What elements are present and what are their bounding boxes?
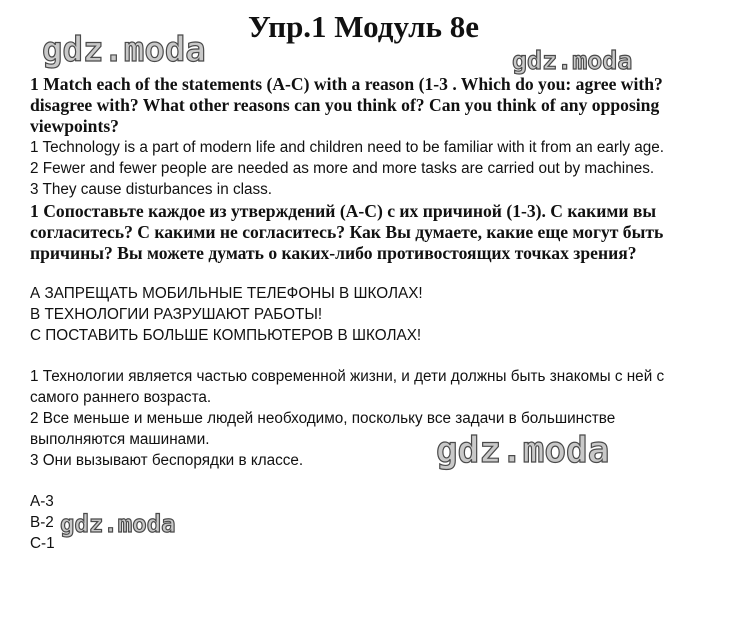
watermark: gdz.moda xyxy=(512,46,633,75)
reason-line: 2 Fewer and fewer people are needed as more and more tasks are carried out by machines. xyxy=(30,160,655,177)
instruction-line: viewpoints? xyxy=(30,116,119,136)
instruction-line: 1 Match each of the statements (A-C) with a reason (1-3 . Which do you: agree with? xyxy=(30,74,663,94)
answer-line: В-2 xyxy=(30,514,54,531)
english-instruction xyxy=(30,74,735,137)
reason-line: 1 Технологии является частью современной жизни, и дети должны быть знакомы с ней с xyxy=(30,368,665,385)
statement-line: С ПОСТАВИТЬ БОЛЬШЕ КОМПЬЮТЕРОВ В ШКОЛАХ! xyxy=(30,327,422,344)
statement-line: В ТЕХНОЛОГИИ РАЗРУШАЮТ РАБОТЫ! xyxy=(30,306,323,323)
page-title: Упр.1 Модуль 8е xyxy=(248,9,479,44)
instruction-line: 1 Сопоставьте каждое из утверждений (А-С) с их причиной (1-3). С какими вы xyxy=(30,201,657,221)
answer-line: А-3 xyxy=(30,493,54,510)
watermark: gdz.moda xyxy=(42,30,206,70)
reason-line: самого раннего возраста. xyxy=(30,389,212,406)
russian-instruction xyxy=(30,201,735,264)
instruction-line: причины? Вы можете думать о каких-либо противостоящих точках зрения? xyxy=(30,243,637,263)
reason-line: 3 They cause disturbances in class. xyxy=(30,181,273,198)
watermark: gdz.moda xyxy=(436,430,610,471)
instruction-line: disagree with? What other reasons can you think of? Can you think of any opposing xyxy=(30,95,660,115)
reason-line: выполняются машинами. xyxy=(30,431,210,448)
answer-line: С-1 xyxy=(30,535,55,552)
statements-list xyxy=(30,283,735,346)
watermark: gdz.moda xyxy=(60,510,176,538)
instruction-line: согласитесь? С какими не согласитесь? Как Вы думаете, какие еще могут быть xyxy=(30,222,664,242)
reason-line: 1 Technology is a part of modern life and children need to be familiar with it from an early age. xyxy=(30,139,665,156)
statement-line: А ЗАПРЕЩАТЬ МОБИЛЬНЫЕ ТЕЛЕФОНЫ В ШКОЛАХ! xyxy=(30,285,423,302)
english-reasons xyxy=(30,137,735,200)
russian-reasons xyxy=(30,366,735,471)
reason-line: 2 Все меньше и меньше людей необходимо, поскольку все задачи в большинстве xyxy=(30,410,616,427)
reason-line: 3 Они вызывают беспорядки в классе. xyxy=(30,452,304,469)
